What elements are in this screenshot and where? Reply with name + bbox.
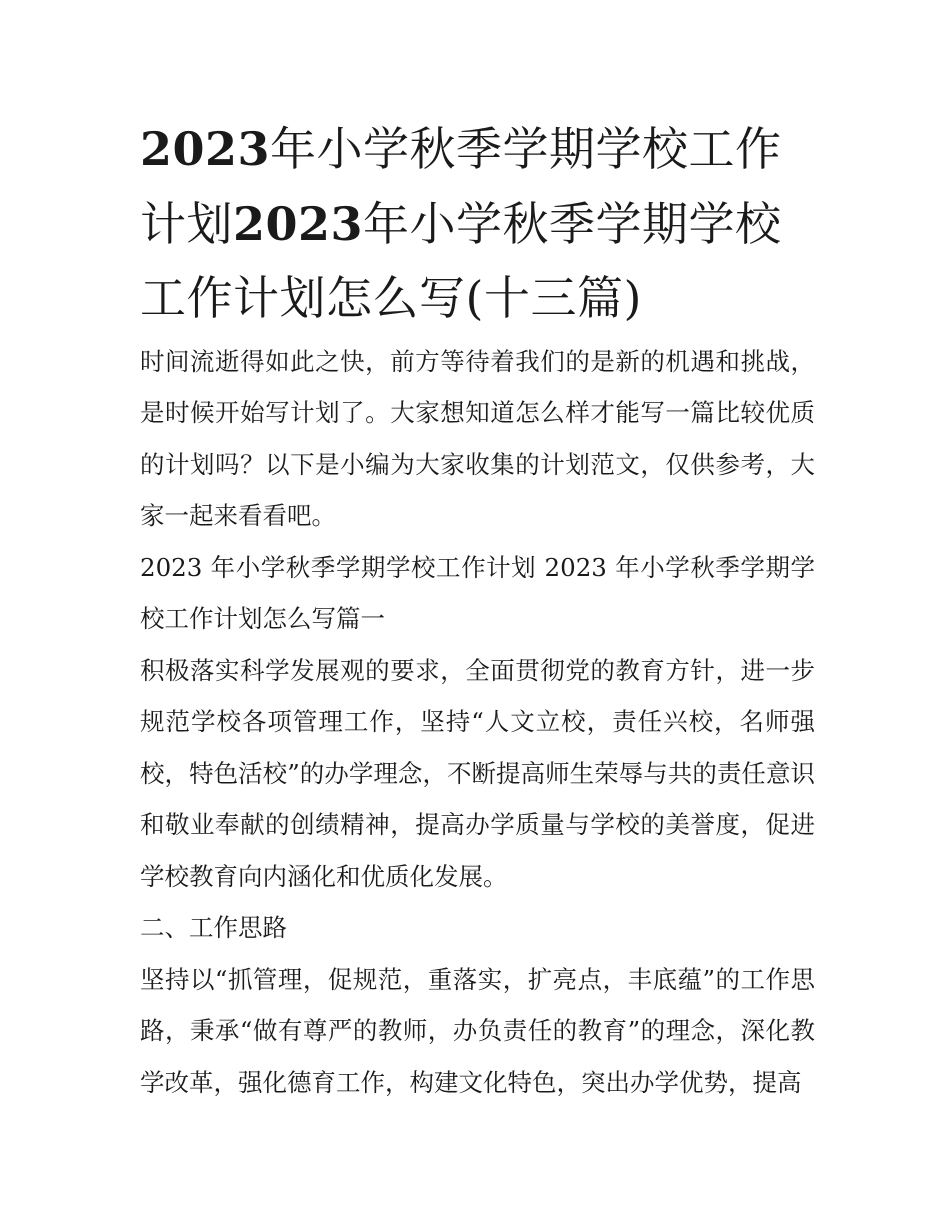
title-year-1: 2023	[140, 122, 271, 176]
intro-paragraph: 时间流逝得如此之快，前方等待着我们的是新的机遇和挑战，是时候开始写计划了。大家想知道怎么样才能写一篇比较优质的计划吗？以下是小编为大家收集的计划范文，仅供参考，大家一起来看看吧。	[140, 346, 815, 531]
document-page	[140, 112, 815, 1108]
section-title: 2023 年小学秋季学期学校工作计划 2023 年小学秋季学期学校工作计划怎么写篇一	[140, 552, 815, 634]
document-title	[140, 112, 815, 336]
body-paragraph-2: 坚持以“抓管理，促规范，重落实，扩亮点，丰底蕴”的工作思路，秉承“做有尊严的教师，办负责任的教育”的理念，深化教学改革，强化德育工作，构建文化特色，突出办学优势，提高	[140, 964, 815, 1097]
section-heading-2: 二、工作思路	[140, 913, 287, 943]
title-text-1: 年小学秋季学期学校工作计划	[140, 122, 782, 251]
body-paragraph-1: 积极落实科学发展观的要求，全面贯彻党的教育方针，进一步规范学校各项管理工作，坚持“人文立校，责任兴校，名师强校，特色活校”的办学理念，不断提高师生荣辱与共的责任意识和敬业奉献的创绩精神，提高办学质量与学校的美誉度，促进学校教育向内涵化和优质化发展。	[140, 655, 815, 891]
title-text-2: 年小学秋季学期学校工作计划怎么写(十三篇)	[140, 196, 782, 326]
title-year-2: 2023	[233, 196, 364, 251]
